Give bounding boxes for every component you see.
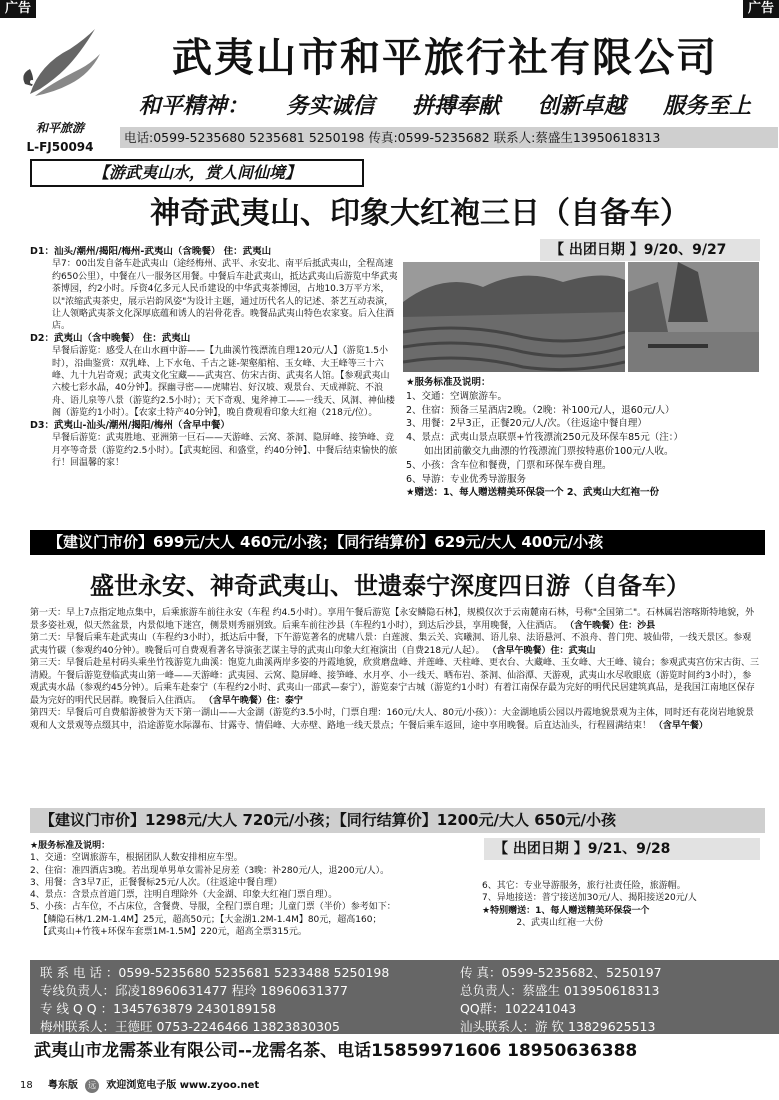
service-item: 5、小孩：占车位，不占床位，含餐费、导服，全程门票自理；儿童门票（半价）参考如下： xyxy=(30,902,396,913)
contacts-block xyxy=(30,960,779,1034)
service-item: 7、异地接送：普宁接送加30元/人、揭阳接送20元/人 xyxy=(482,893,697,904)
service-item: 3、用餐：2早3正，正餐20元/人/次。（往返途中餐自理） xyxy=(406,418,647,430)
day-body: 早餐后游览：武夷胜地、亚洲第一巨石——天游峰、云窝、茶洞、隐屏峰、接笋峰、竞月亭等奇景（游览约2.5小时）。【武夷蛇园、和盛堂，约40分钟】、中餐后结束愉快的旅行！回温馨的家！ xyxy=(52,433,398,468)
day-body: 早餐后游览：感受人在山水画中游——【九曲溪竹筏漂流自理120元/人】（游览1.5小时），沿曲鉴赏：双乳峰、上下水龟、千古之谜-架壑船棺、玉女峰、大王峰等三十六峰、九十九岩奇观；武夷文化宝藏——武夷宫、仿宋古街、武夷名人馆。【参观武夷山六棱七彩水晶，40分钟】。探幽寻密——虎啸岩、好汉坡、观景台、天成禅院、不浪舟、语儿泉等八景（游览约2.5小时）；天下奇观、鬼斧神工——一线天、风洞、神仙楼阁（游览约1小时）。【农家土特产40分钟】，晚自费观看印象大红袍（218元/位）。 xyxy=(52,346,395,419)
day-body: 第四天：早餐后可自费船游被誉为天下第一湖山——大金湖（游览约3.5小时，门票自理：160元/大人、80元/小孩））：大金湖地质公园以丹霞地貌景观为主体，同时还有花岗岩地貌景观和人文景观等点缀其中，沿途游览水际瀑布、甘露寺、情侣峰、大赤壁、路地一线天景点；午餐后乘车返回，途中享用晚餐。后直达汕头，行程圆满结束！ （含早午餐） xyxy=(30,708,755,731)
day-body: 第一天：早上7点指定地点集中，后乘旅游车前往永安（车程 约4.5小时）。享用午餐后游览【永安鳞隐石林】，规模仅次于云南麓南石林，号称"全国第二"。石林属岩溶喀斯特地貌，外景多姿社观，似天然盆景，内景似地下迷宫，侧景则秀丽别致。后乘车前往沙县（车程约1小时），到达后沙县，享用晚餐，入住酒店。 （含午晚餐）住：沙县 xyxy=(30,608,755,631)
tour2-services-extra xyxy=(482,880,767,950)
tour1-price: 【建议门市价】699元/大人 460元/小孩；【同行结算价】629元/大人 400元/小孩 xyxy=(30,530,765,555)
slogan-item: 服务至上 xyxy=(663,94,752,119)
license-number: L-FJ50094 xyxy=(26,140,94,154)
tour1-title: 神奇武夷山、印象大红袍三日（自备车） xyxy=(150,196,690,231)
service-gift: ★特别赠送：1、每人赠送精美环保袋一个 xyxy=(482,905,650,916)
company-name: 武夷山市和平旅行社有限公司 xyxy=(172,34,718,81)
contact-row: 专线负责人：邱凌18960631477 程玲 18960631377 总负责人：蔡盛生 013950618313 xyxy=(40,983,660,998)
tour1-dates: 【 出团日期 】9/20、9/27 xyxy=(540,239,760,261)
service-item: 1、交通：空调旅游车。 xyxy=(406,390,508,402)
site-badge-icon: 远 xyxy=(85,1079,99,1093)
service-title: ★服务标准及说明： xyxy=(30,841,111,851)
day-heading: D3：武夷山-汕头/潮州/揭阳/梅州（含早中餐） xyxy=(30,419,230,431)
slogan-item: 和平精神： xyxy=(138,94,249,119)
tour2-dates: 【 出团日期 】9/21、9/28 xyxy=(484,838,760,860)
tour2-title: 盛世永安、神奇武夷山、世遗泰宁深度四日游（自备车） xyxy=(90,571,690,600)
service-item: 2、住宿：准四酒店3晚。若出现单男单女需补足房差（3晚：补280元/人，退200元/人）。 xyxy=(30,865,390,876)
day-body: 第二天：早餐后乘车赴武夷山（车程约3小时），抵达后中餐，下午游览著名的虎啸八景：白莲渡、集云关、宾曦洞、语儿泉、法语悬河、不浪舟、普门兜、坡仙带，一线天景区。参观武夷竹碳（参观约40分钟）。晚餐后可自费观看著名导演张艺谋主导的武夷山印象大红袍演出（自费218元/人起）。 （含早午晚餐）住：武夷山 xyxy=(30,633,752,656)
tour1-itinerary xyxy=(30,246,398,524)
day-heading: D1：汕头/潮州/揭阳/梅州-武夷山（含晚餐） 住：武夷山 xyxy=(30,246,272,257)
service-item: 4、景点：含景点首道门票，注明自理除外（大金湖、印象大红袍门票自理）。 xyxy=(30,890,338,901)
slogan-item: 务实诚信 xyxy=(286,94,375,119)
footer-link[interactable]: 欢迎浏览电子版 www.zyoo.net xyxy=(106,1080,260,1091)
contact-row: 专 线 Q Q ：1345763879 2430189158 QQ群：102241043 xyxy=(40,1001,577,1016)
logo-brand-text: 和平旅游 xyxy=(35,121,84,135)
tea-plantation-photo xyxy=(403,262,625,372)
service-item: 【鳞隐石林/1.2M-1.4M】25元，超高50元；【大金湖1.2M-1.4M】80元，超高160； xyxy=(30,914,382,925)
service-item: 6、导游：专业优秀导游服务 xyxy=(406,473,527,485)
contact-row: 联 系 电 话 ：0599-5235680 5235681 5233488 5250198 传 真：0599-5235682、5250197 xyxy=(40,965,662,980)
slogan-bar xyxy=(120,90,770,124)
day-body: 早7：00出发自备车赴武夷山（途经梅州、武平、永安北、南平后抵武夷山，全程高速约650公里），中餐在八一服务区用餐。中餐后车赴武夷山，抵达武夷山后游览中华武夷茶博园，约2小时。斥资4亿多元人民币建设的中华武夷茶博园，占地10.3万平方米，以"浓缩武夷茶史，展示岩韵风姿"为设计主题，通过历代名人的记述、茶艺互动表演，让人领略武夷茶文化深厚底蕴和诱人的岩骨花香。晚餐品武夷山特色农家宴。后入住酒店。 xyxy=(52,259,398,332)
page-number: 18 xyxy=(20,1080,33,1091)
slogan-item: 创新卓越 xyxy=(537,94,626,119)
contact-bar: 电话:0599-5235680 5235681 5250198 传真:0599-5235682 联系人:蔡盛生13950618313 xyxy=(120,127,778,148)
tour1-services xyxy=(406,376,768,516)
day-heading: D2：武夷山（含中晚餐） 住：武夷山 xyxy=(30,332,191,344)
tea-company-ad: 武夷山市龙需茶业有限公司--龙需名茶、电话15859971606 18950636388 xyxy=(20,1036,779,1066)
service-item: 2、住宿：预备三星酒店2晚。（2晚：补100元/人，退60元/人） xyxy=(406,404,675,416)
tour2-services xyxy=(30,840,480,955)
river-raft-photo xyxy=(628,262,759,372)
service-item: 1、交通：空调旅游车，根据团队人数安排相应车型。 xyxy=(30,853,243,864)
ad-label-left: 广告 xyxy=(0,0,36,18)
motto: 【游武夷山水，赏人间仙境】 xyxy=(30,159,364,187)
logo xyxy=(10,24,110,154)
dove-logo-icon xyxy=(10,24,110,114)
page-footer xyxy=(20,1076,520,1096)
service-gift: ★赠送：1、每人赠送精美环保袋一个 2、武夷山大红袍一份 xyxy=(406,487,660,499)
ad-label-right: 广告 xyxy=(743,0,779,18)
tour2-price: 【建议门市价】1298元/大人 720元/小孩；【同行结算价】1200元/大人 650元/小孩 xyxy=(30,808,765,833)
service-item: 【武夷山+竹筏+环保车套票1M-1.5M】220元，超高全票315元。 xyxy=(30,927,307,938)
slogan-item: 拼搏奉献 xyxy=(411,94,500,119)
edition-label: 粤东版 xyxy=(47,1080,78,1091)
service-gift: 2、武夷山红袍一大份 xyxy=(482,917,604,928)
service-item: 3、用餐：含3早7正，正餐餐标25元/人次。（往返途中餐自理） xyxy=(30,877,283,888)
service-title: ★服务标准及说明： xyxy=(406,377,491,388)
contact-row: 梅州联系人：王德旺 0753-2246466 13823830305 汕头联系人：游 钦 13829625513 xyxy=(40,1019,656,1034)
service-item: 4、景点：武夷山景点联票+竹筏漂流250元及环保车85元（注：） xyxy=(406,432,683,444)
service-item: 6、其它：专业导游服务，旅行社责任险，旅游帽。 xyxy=(482,881,686,891)
service-item: 5、小孩：含车位和餐费，门票和环保车费自理。 xyxy=(406,459,612,471)
tour2-itinerary xyxy=(30,607,760,807)
service-item: 如出团前徽交九曲漂的竹筏漂流门票按特惠价100元/人收。 xyxy=(406,445,674,457)
day-body: 第三天：早餐后赴星村码头乘坐竹筏游览九曲溪：饱览九曲溪两岸多姿的丹霞地貌，欣赏磨盘峰、并莲峰、天柱峰、更衣台、大藏峰、玉女峰、大王峰、镜台；参观武夷宫仿宋古街、三清殿。午餐后游览登临武夷山第一峰——天游峰：武夷园、云窝、隐屏峰、接笋峰、水月亭、小一线天、晒布岩、茶洞、仙浴潭、天游观，武夷山水尽收眼底（游览时间约3小时），参观武夷水晶（参观约45分钟）。后乘车赴泰宁（车程约2小时、武夷山一邵武—泰宁），游览泰宁古城（游览约1小时）有着江南保存最为完好的明代民居建筑真品，是我国江南地区保存最为完好的明代民居群。晚餐后入住酒店。 （含早午晚餐）住：泰宁 xyxy=(30,658,760,706)
